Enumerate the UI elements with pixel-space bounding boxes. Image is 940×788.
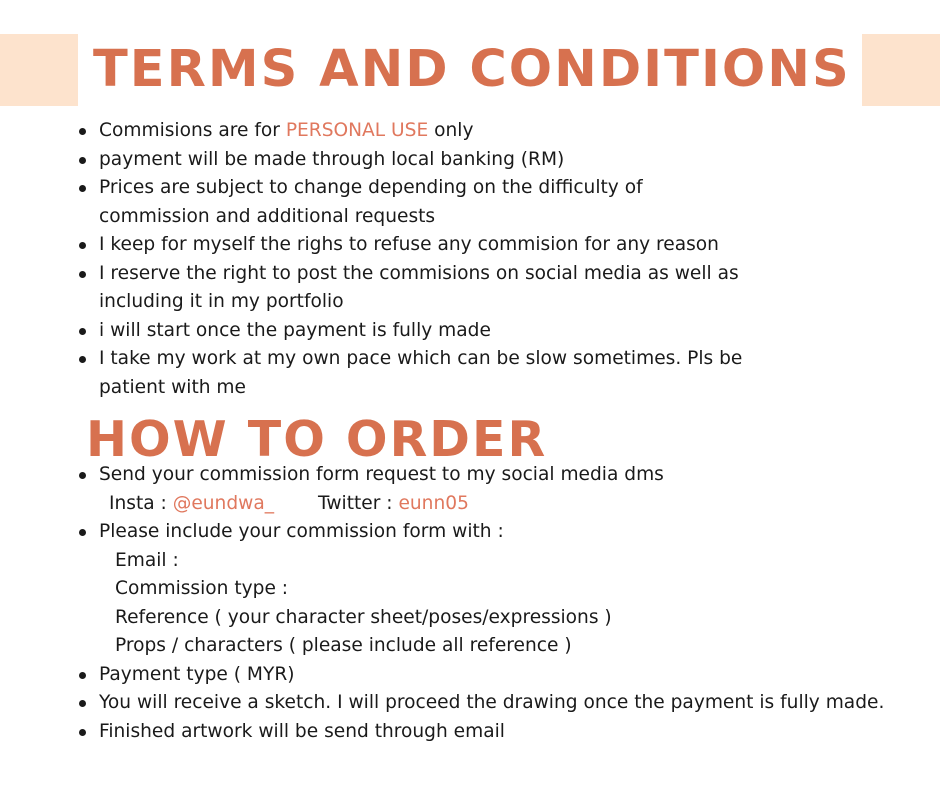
list-item — [79, 231, 799, 260]
social-handles — [99, 490, 919, 519]
order-step-text: You will receive a sketch. I will proceed the drawing once the payment is fully made. — [99, 692, 885, 713]
list-item — [79, 260, 799, 317]
order-step-text: Please include your commission form with : — [99, 521, 504, 542]
how-to-order-heading: HOW TO ORDER — [86, 411, 548, 468]
term-text: including it in my portfolio — [99, 291, 344, 312]
term-text: Prices are subject to change depending on the difficulty of — [99, 177, 643, 198]
twitter-label: Twitter : — [318, 492, 399, 514]
term-text: I keep for myself the righs to refuse any commision for any reason — [99, 234, 719, 255]
form-field-props: Props / characters ( please include all reference ) — [115, 635, 572, 656]
terms-list — [79, 117, 799, 402]
term-text: payment will be made through local banking (RM) — [99, 148, 565, 170]
list-item — [79, 345, 799, 402]
list-item — [79, 146, 799, 175]
order-step-text: Finished artwork will be send through email — [99, 720, 505, 742]
list-item — [79, 718, 919, 747]
insta-handle-link[interactable]: @eundwa_ — [172, 492, 275, 514]
list-item — [79, 461, 919, 518]
form-field-commission-type: Commission type : — [115, 578, 289, 599]
list-item — [79, 518, 919, 661]
list-item — [79, 117, 799, 146]
list-item — [79, 317, 799, 346]
term-text: patient with me — [99, 376, 246, 398]
list-item — [79, 689, 919, 718]
term-text: commission and additional requests — [99, 205, 436, 227]
term-text: I take my work at my own pace which can be slow sometimes. Pls be — [99, 348, 743, 369]
list-item — [79, 174, 799, 231]
list-item — [79, 661, 919, 690]
order-step-text: Payment type ( MYR) — [99, 663, 295, 685]
terms-heading: TERMS AND CONDITIONS — [93, 40, 851, 99]
decorative-band-left — [0, 34, 78, 106]
order-list — [79, 461, 919, 746]
form-field-email: Email : — [115, 549, 179, 571]
order-step-text: Send your commission form request to my social media dms — [99, 464, 664, 485]
personal-use-highlight: PERSONAL USE — [285, 120, 429, 141]
insta-label: Insta : — [109, 492, 173, 514]
twitter-handle-link[interactable]: eunn05 — [398, 492, 469, 514]
term-text: only — [428, 120, 474, 141]
term-text: i will start once the payment is fully made — [99, 319, 491, 341]
term-text: Commisions are for — [99, 120, 286, 141]
decorative-band-right — [862, 34, 940, 106]
term-text: I reserve the right to post the commisions on social media as well as — [99, 262, 739, 284]
form-field-reference: Reference ( your character sheet/poses/expressions ) — [115, 606, 612, 628]
